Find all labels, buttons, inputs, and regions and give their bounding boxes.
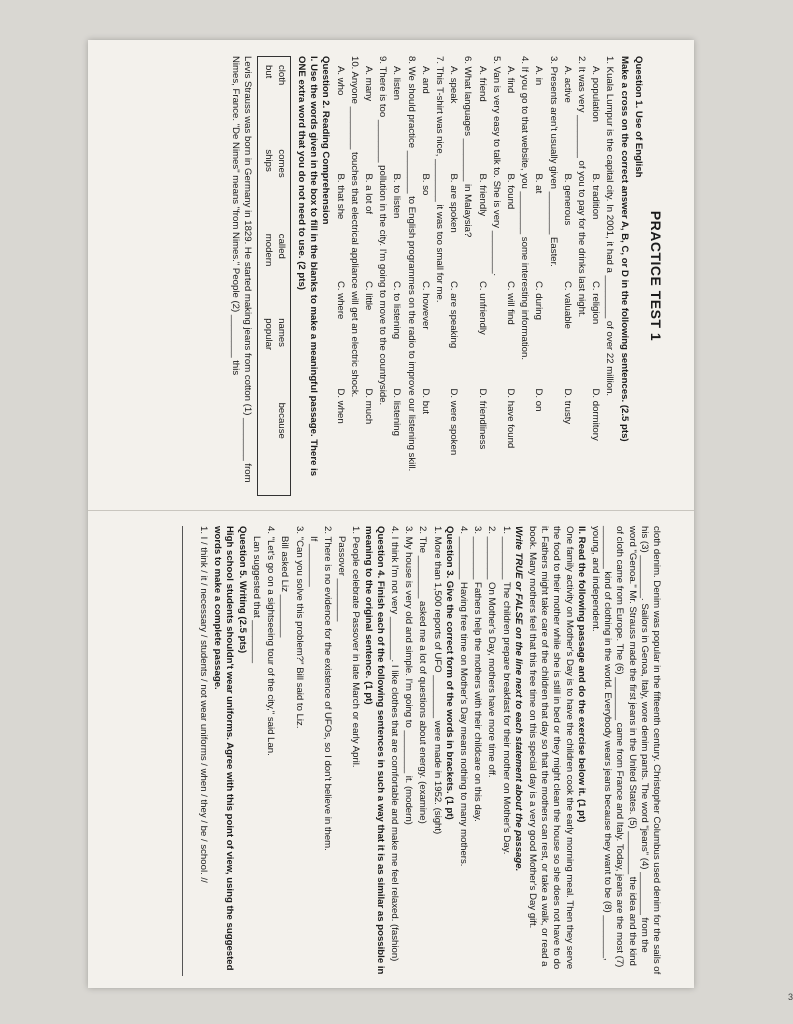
q2-heading: Question 2. Reading Comprehension — [320, 56, 332, 225]
q5-instruction: High school students shouldn't wear uniforms. Agree with this point of view, using the suggested words to make a complete passage. — [212, 526, 236, 971]
q5-item: 1. I / think / it / necessary / students / not wear uniforms / when / they / be / school. // — [198, 526, 210, 883]
page-fold — [88, 510, 694, 511]
tf-item[interactable]: 3. ________ Fathers help the mothers with their childcare on this day. — [472, 526, 484, 822]
q1-instruction: Make a cross on the correct answer A, B, C, or D in the following sentences. (2.5 pts) — [618, 56, 630, 442]
q4-answer-line[interactable]: Lan suggested that ________ — [250, 536, 262, 663]
q1-item: 9. There is too ________ pollution in the city. I'm going to move to the countryside. A. many B. a lot of C. little D. much — [362, 56, 389, 425]
q1-item: 7. This T-shirt was nice, ________ it was too small for me. A. and B. so C. however D. but — [419, 56, 445, 415]
q4-stem: 1. People celebrate Passover in late March or early April. — [350, 526, 362, 768]
q5-answer-line[interactable] — [182, 526, 195, 976]
q2-passage-cont: cloth denim. Denim was popular in the fifteenth century. Christopher Columbus used denim for the sails of his (3) ________. Sailors in Genoa, Italy, wore denim pants. The word "jeans" (4) ________ from the word "Genoa." Mr. Strauss made the first jeans in the United States. (5) ________ the idea and the kind of cloth came from Europe. The (6) ________ came from France and Italy. Today, jeans are the most (7) ________ kind of clothing in the world. Everybody wears jeans because they want to be (8) ________, young, and independent. — [589, 526, 662, 975]
word-box: cloth comes called names because but ships modern popular — [257, 56, 290, 496]
q3-item[interactable]: 1. More than 1,500 reports of UFO ________ were made in 1952. (sight) — [431, 526, 443, 835]
page-number: 3 — [788, 992, 793, 1002]
q1-item: 10. Anyone ________ touches that electrical appliance will get an electric shock. A. who B. that she C. where D. when — [334, 56, 360, 424]
q4-stem: 4. "Let's go on a sightseeing tour of the city," said Lan. — [265, 526, 277, 756]
q3-item[interactable]: 2. The ________ asked me a lot of questions about energy. (examine) — [417, 526, 429, 824]
tf-item[interactable]: 2. ________ On Mother's Day, mothers have more time off. — [486, 526, 498, 778]
q1-items — [333, 56, 615, 496]
q4-stem: 3. "Can you solve this problem?" Bill said to Liz. — [293, 526, 305, 729]
q1-item: 5. Van is very easy to talk to. She is very ________. A. friend B. friendly C. unfriendly D. friendliness — [476, 56, 502, 450]
q1-item: 8. We should practice ________ to English programmes on the radio to improve our listening skill. A. listen B. to listen C. to listening D. listening — [391, 56, 417, 472]
q5-heading: Question 5. Writing (2.5 pts) — [236, 526, 248, 654]
q4-answer-line[interactable]: Bill asked Liz ________ — [279, 536, 291, 638]
q3-item[interactable]: 3. My house is very old and simple. I'm going to ________ it. (modern) — [403, 526, 415, 825]
q1-item: 4. If you go to that website, you ________ some interesting information. A. find B. found C. will find D. have found — [504, 56, 531, 449]
q4-stem: 2. There is no evidence for the existence of UFOs, so I don't believe in them. — [321, 526, 333, 851]
q2-passage-start: Levis Strauss was born in Germany in 1829. He started making jeans from cotton (1) ________ from Nimes, France. "De Nimes" means "from Nimes." People (2) ________ this — [230, 56, 254, 483]
q4-answer-line[interactable]: Passover ________ — [336, 536, 348, 622]
q4-heading: Question 4. Finish each of the following sentences in such a way that it is as similar as possible in meaning to the original sentence. (1 pt) — [362, 526, 386, 975]
tf-instruction: Write TRUE or FALSE on the line next to each statement about the passage. — [512, 526, 524, 872]
q2-instruction: I. Use the words given in the box to fill in the blanks to make a meaningful passage. There is ONE extra word that you do not need to use. (2 pts) — [295, 56, 320, 477]
q2-part2-heading: II. Read the following passage and do the exercise below it. (1 pt) — [575, 526, 587, 823]
exam-paper — [88, 40, 793, 1002]
q3-item[interactable]: 4. I think I'm not very ________. I like clothes that are comfortable and make me feel relaxed. (fashion) — [388, 526, 400, 962]
q4-answer-line[interactable]: If ________ — [307, 536, 319, 587]
q1-item: 2. It was very ________ of you to pay for the drinks last night. A. active B. generous C. valuable D. trusty — [561, 56, 587, 425]
tf-item[interactable]: 4. ________ Having free time on Mother's Day means nothing to many mothers. — [457, 526, 469, 867]
q1-item: 3. Presents aren't usually given ________ Easter. A. in B. at C. during D. on — [533, 56, 559, 412]
page-bottom-half — [180, 526, 662, 976]
q2-part2-passage: One family activity on Mother's Day is to have the children cook the early morning meal. Then they serve the food to their mother while she is still in bed or they might clean the house so she does not have to do it. Fathers might take care of the children that day so that the mothers can rest, or take a walk, or read a book. Many mothers feel that this free time on this special day is a very good Mother's Day gift. — [526, 526, 575, 970]
q1-item: 1. Kuala Lumpur is the capital city. In 2001, it had a ________ of over 22 million. A. population B. tradition C. religion D. dormitory — [590, 56, 616, 441]
tf-item[interactable]: 1. ________ The children prepare breakfast for their mother on Mother's Day. — [500, 526, 512, 855]
page-title: PRACTICE TEST 1 — [648, 210, 664, 342]
q3-heading: Question 3. Give the correct form of the words in brackets. (1 pt) — [443, 526, 455, 820]
q1-heading: Question 1. Use of English — [632, 56, 644, 178]
q1-item: 6. What languages ________ in Malaysia? A. speak B. are spoken C. are speaking D. were spoken — [448, 56, 474, 456]
page-top-half — [227, 56, 662, 496]
